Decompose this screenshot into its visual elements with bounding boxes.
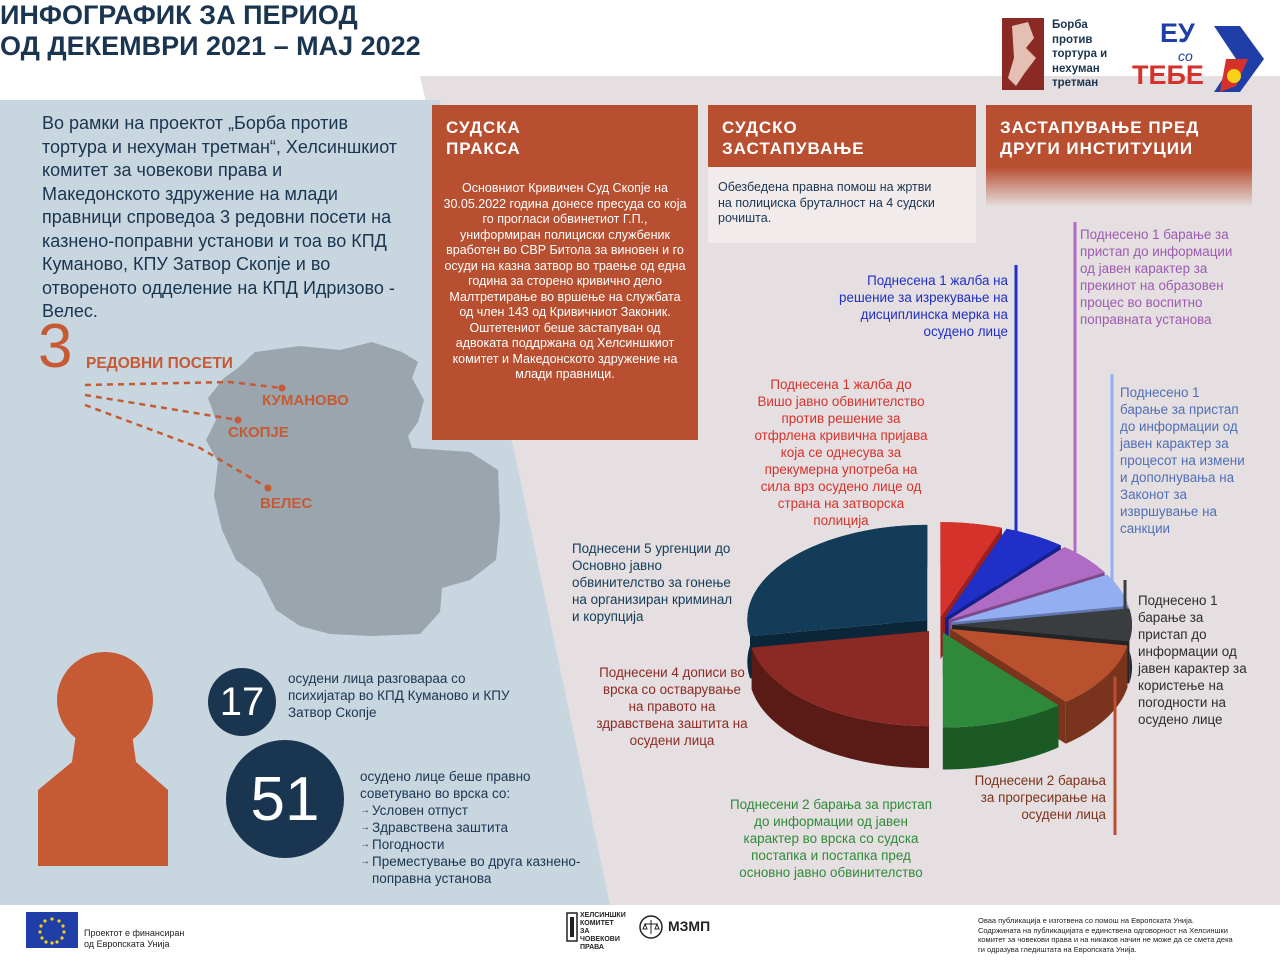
scales-icon (638, 914, 664, 940)
pie-slice-8 (747, 525, 927, 637)
eu-logo-mid: со (1178, 48, 1193, 64)
pie-label-purple: Поднесено 1 барање за пристап до информации од јавен карактер за прекинот на образовен процес во воспитно поправната установа (1080, 227, 1233, 327)
list-item: → Условен отпуст (360, 802, 600, 819)
list-item: → Погодности (360, 836, 600, 853)
eu-logo-bottom: ТЕБЕ (1132, 60, 1204, 90)
disclaimer: Оваа публикација е изготвена со помош на Европската Унија. Содржината на публикацијата е единствена одговорност на Хелсиншки комитет за човекови права и на никаков начин не може да се смета дека ги одразува гледиштата на Европската Унија. (978, 916, 1233, 954)
list-item: → Здравствена заштита (360, 819, 600, 836)
panel-other-institutions-title: ЗАСТАПУВАЊЕ ПРЕД ДРУГИ ИНСТИТУЦИИ (1000, 118, 1200, 158)
pie-label-lightblue: Поднесено 1 барање за пристап до информации од јавен карактер за процесот на измени и дополнувања на Законот за извршување на санкции (1120, 385, 1245, 536)
pie-label-green: Поднесени 2 барања за пристап до информации од јавен карактер во врска со судска постапка и постапка пред основно јавно обвинителство (730, 797, 932, 880)
eu-funded-text: Проектот е финансиран од Европската Унија (84, 928, 185, 949)
pie-label-blue: Поднесена 1 жалба на решение за изрекување на дисциплинска мерка на осудено лице (839, 273, 1008, 339)
helsinki-logo-icon (566, 912, 578, 942)
pie-label-dark: Поднесено 1 барање за пристап до информации од јавен карактер за користење на погодности на осудено лице (1138, 593, 1247, 727)
list-item: → Преместување во друга казнено-поправна установа (360, 853, 600, 887)
panel-court-representation-text: Обезбедена правна помош на жртви на полициска бруталност на 4 судски рочишта. (718, 180, 935, 225)
pie-label-orange: Поднесени 2 барања за прогресирање на осудени лица (974, 773, 1106, 822)
legal-count-badge: 51 (226, 740, 344, 858)
eu-flag-icon (26, 912, 78, 948)
city-veles: ВЕЛЕС (260, 495, 313, 512)
eu-logo-top: ЕУ (1160, 18, 1195, 48)
visits-label: РЕДОВНИ ПОСЕТИ (86, 355, 233, 372)
psych-text: осудени лица разговараа со психијатар во КПД Куманово и КПУ Затвор Скопје (288, 671, 510, 720)
helsinki-logo-text: ХЕЛСИНШКИ КОМИТЕТ ЗА ЧОВЕКОВИ ПРАВА (580, 912, 626, 951)
borba-logo-text: Борба против тортура и нехуман третман (1052, 19, 1108, 89)
pie-label-maroon: Поднесени 4 дописи во врска со остварување на правото на здравствена заштита на осудени лица (596, 665, 748, 748)
intro-text: Во рамки на проектот „Борба против тортура и нехуман третман“, Хелсиншкиот комитет за човекови права и Македонското здружение на млади правници спроведоа 3 редовни посети на казнено-поправни установи и тоа во КПД Куманово, КПУ Затвор Скопје и во отвореното одделение на КПД Идризово - Велес. (42, 113, 398, 321)
pie-label-navy: Поднесени 5 ургенции до Основно јавно обвинителство за гонење на организиран криминал и корупција (572, 541, 733, 624)
legal-text: осудено лице беше правно советувано во врска со: (360, 769, 531, 801)
panel-court-representation-title: СУДСКО ЗАСТАПУВАЊЕ (722, 118, 865, 158)
psych-count-badge: 17 (208, 668, 276, 736)
city-skopje: СКОПЈЕ (228, 424, 289, 441)
mzmp-logo: МЗМП (668, 918, 711, 934)
panel-court-practice-title: СУДСКА ПРАКСА (446, 118, 521, 158)
visits-number: 3 (38, 312, 73, 381)
pie-label-red: Поднесена 1 жалба до Вишо јавно обвинителство против решение за отфрлена кривична пријава која се однесува за прекумерна употреба на сила врз осудено лице од страна на затворска полиција (754, 377, 928, 528)
page-title: ИНФОГРАФИК ЗА ПЕРИОД ОД ДЕКЕМВРИ 2021 – МАЈ 2022 (0, 0, 421, 61)
panel-court-practice-text: Основниот Кривичен Суд Скопје на 30.05.2022 година донесе пресуда со која го прогласи обвинетиот Г.П., униформиран полициски службеник вработен во СВР Битола за виновен и го осуди на казна затвор во траење од една година за сторено кривично дело Малтретирање во вршење на службата од член 143 од Кривичниот Законик. Оштетениот беше застапуван од адвоката поддржана од Хелсиншкиот комитет и Македонското здружение на млади правници. (443, 181, 687, 381)
city-kumanovo: КУМАНОВО (262, 392, 349, 409)
